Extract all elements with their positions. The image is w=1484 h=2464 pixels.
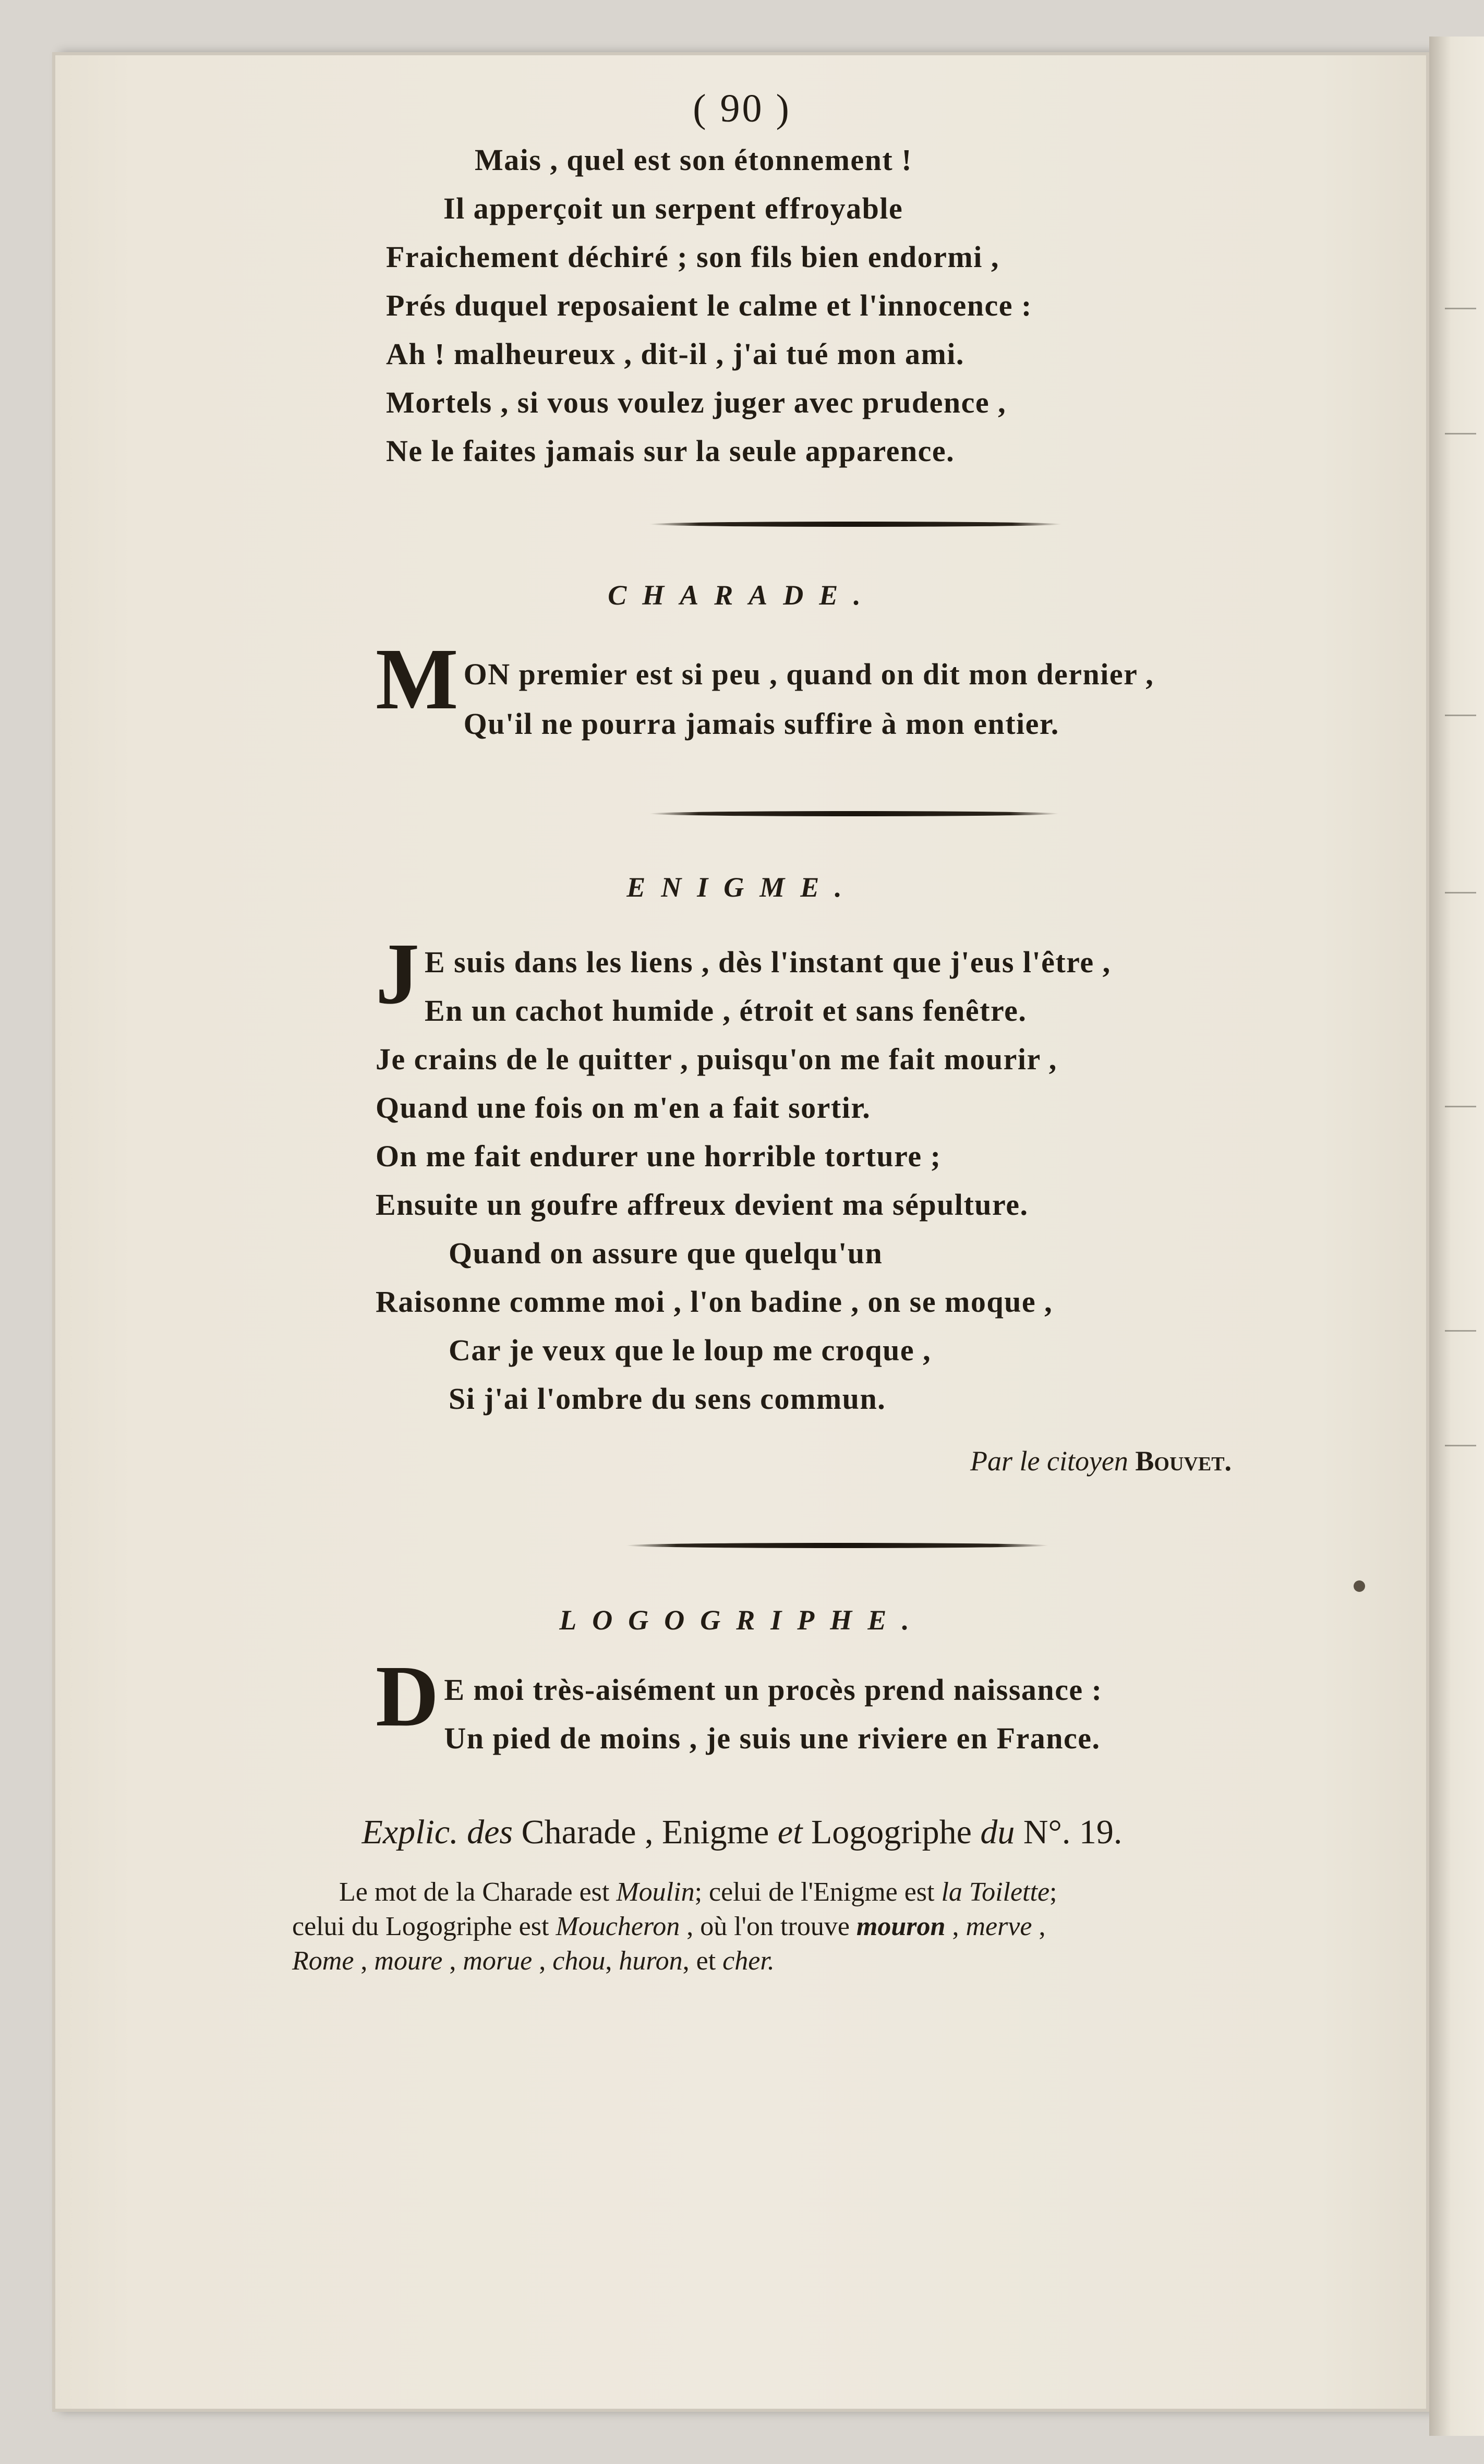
section-divider	[626, 1543, 1048, 1548]
enigme-line: Quand une fois on m'en a fait sortir.	[376, 1091, 871, 1125]
explication-line: Le mot de la Charade est Moulin; celui de l'Enigme est la Toilette;	[339, 1877, 1057, 1907]
enigme-line: Je crains de le quitter , puisqu'on me fait mourir ,	[376, 1042, 1057, 1076]
logogriphe-text	[376, 1648, 1103, 1762]
logogriphe-line: E moi très-aisément un procès prend naissance :	[444, 1673, 1103, 1707]
poem-line: Ne le faites jamais sur la seule apparence.	[386, 434, 955, 468]
poem-line: Il apperçoit un serpent effroyable	[443, 191, 903, 225]
drop-cap: D	[376, 1648, 439, 1745]
logogriphe-title: LOGOGRIPHE.	[559, 1604, 925, 1636]
enigme-text	[376, 925, 1111, 1423]
enigme-line: En un cachot humide , étroit et sans fenêtre.	[425, 994, 1027, 1028]
author-signature	[970, 1445, 1232, 1477]
pin-mark	[1354, 1580, 1365, 1592]
poem-line: Mortels , si vous voulez juger avec prudence ,	[386, 385, 1007, 419]
poem-line: Fraichement déchiré ; son fils bien endormi ,	[386, 240, 999, 274]
poem-fragment	[365, 136, 1032, 475]
enigme-line: Si j'ai l'ombre du sens commun.	[449, 1382, 886, 1416]
logogriphe-line: Un pied de moins , je suis une riviere en France.	[444, 1721, 1101, 1755]
poem-line: Ah ! malheureux , dit-il , j'ai tué mon ami.	[386, 337, 964, 371]
enigme-title: ENIGME.	[626, 872, 858, 903]
section-divider	[649, 811, 1059, 816]
enigme-line: Quand on assure que quelqu'un	[449, 1236, 883, 1270]
charade-title: CHARADE.	[608, 579, 876, 611]
enigme-line: E suis dans les liens , dès l'instant que j'eus l'être ,	[425, 945, 1111, 979]
charade-text	[376, 631, 1154, 748]
drop-cap: M	[376, 631, 459, 728]
adjacent-page-edge	[1429, 37, 1484, 2436]
explication-heading: Explic. des Charade , Enigme et Logogriphe du N°. 19.	[361, 1813, 1123, 1851]
enigme-line: Raisonne comme moi , l'on badine , on se moque ,	[376, 1285, 1053, 1319]
explication-line: celui du Logogriphe est Moucheron , où l'on trouve mouron , merve ,	[292, 1912, 1046, 1941]
drop-cap: J	[376, 925, 419, 1022]
signature-prefix: Par le citoyen	[970, 1445, 1128, 1477]
enigme-line: On me fait endurer une horrible torture ;	[376, 1139, 942, 1173]
signature-name: Bouvet.	[1135, 1445, 1232, 1477]
enigme-line: Ensuite un goufre affreux devient ma sépulture.	[376, 1188, 1029, 1222]
section-divider	[649, 522, 1061, 527]
poem-line: Prés duquel reposaient le calme et l'innocence :	[386, 288, 1032, 322]
charade-line: Qu'il ne pourra jamais suffire à mon entier.	[463, 707, 1059, 741]
explication-text	[292, 1875, 1403, 1978]
page-number: ( 90 )	[693, 87, 791, 130]
poem-line: Mais , quel est son étonnement !	[475, 143, 913, 177]
charade-line: ON premier est si peu , quand on dit mon dernier ,	[463, 657, 1154, 691]
enigme-line: Car je veux que le loup me croque ,	[449, 1333, 932, 1367]
explication-line: Rome , moure , morue , chou, huron, et cher.	[292, 1946, 775, 1976]
